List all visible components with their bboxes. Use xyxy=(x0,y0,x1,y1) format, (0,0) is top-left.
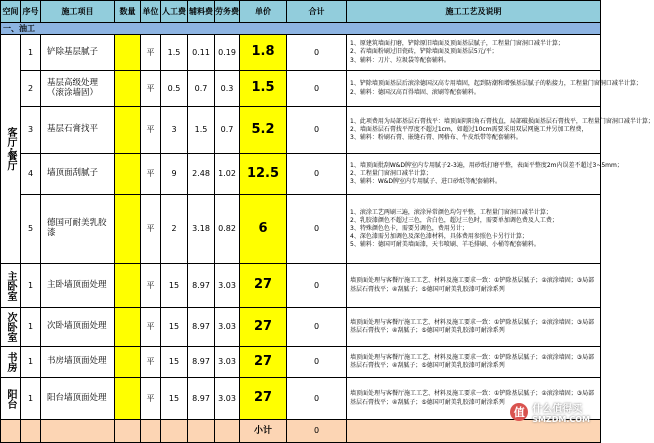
cell-price: 12.5 xyxy=(240,154,287,195)
cell-price: 1.5 xyxy=(240,71,287,107)
header-space: 空间 xyxy=(1,1,21,23)
cell-total: 0 xyxy=(287,154,347,195)
cell-price: 1.8 xyxy=(240,35,287,71)
desc-line: 1、原建筑墙面打磨，铲除原旧墙面及顶面基层腻子，工程量门窗洞口减半计算； xyxy=(350,40,564,48)
desc-line: 3、辅料：W&D牌室内专用腻子、进口砂纸等配套辅料。 xyxy=(350,178,502,186)
cell-no: 1 xyxy=(21,308,41,347)
watermark xyxy=(510,400,590,424)
cell-desc xyxy=(347,347,601,378)
foot-empty xyxy=(1,420,21,443)
subtotal-value: 0 xyxy=(287,420,347,443)
watermark-title: 什么值得买 xyxy=(532,404,583,415)
desc-line: 墙顶面处理与客餐厅施工工艺、材料及施工要求一致：①铲除基层腻子；②滚涂墙固；③局部基层石膏找平；④刮腻子；⑤德国可耐美乳胶漆可耐涂系列 xyxy=(350,277,595,293)
cell-total: 0 xyxy=(287,107,347,154)
watermark-text xyxy=(532,400,590,424)
cell-desc xyxy=(347,107,654,154)
cell-unit: 平 xyxy=(141,154,161,195)
desc-line: 4、深色漆需另加调色及深色漆材料，具体费用参照色卡另行计算； xyxy=(350,233,528,241)
header-unit: 单位 xyxy=(141,1,161,23)
cell-unit: 平 xyxy=(141,195,161,264)
cell-service: 1.02 xyxy=(215,154,240,195)
cell-price: 27 xyxy=(240,264,287,308)
cell-material: 0.11 xyxy=(188,35,215,71)
cell-item: 基层高级处理（滚涂墙固） xyxy=(41,71,115,107)
foot-empty xyxy=(188,420,215,443)
desc-line: 2、乳胶漆颜色不超过三色，含白色，超过三色时，需要单加调色费及人工费； xyxy=(350,216,558,224)
header-row xyxy=(1,1,601,23)
cell-price: 27 xyxy=(240,378,287,420)
cell-total: 0 xyxy=(287,378,347,420)
cell-qty[interactable] xyxy=(115,154,141,195)
cell-unit: 平 xyxy=(141,308,161,347)
cell-total: 0 xyxy=(287,71,347,107)
section-title: 一、油工 xyxy=(1,23,601,35)
cell-no: 1 xyxy=(21,347,41,378)
cell-labor: 9 xyxy=(161,154,188,195)
cell-service: 0.3 xyxy=(215,71,240,107)
header-total: 合计 xyxy=(287,1,347,23)
cell-no: 1 xyxy=(21,35,41,71)
header-price: 单价 xyxy=(240,1,287,23)
desc-line: 1、铲除墙顶面基层后滚涂德国汉高专用墙固，起到防潮和增强基层腻子的粘接力，工程量门窗洞口减半计算； xyxy=(350,80,642,88)
foot-empty xyxy=(115,420,141,443)
header-qty: 数量 xyxy=(115,1,141,23)
cell-labor: 1.5 xyxy=(161,35,188,71)
cell-service: 3.03 xyxy=(215,378,240,420)
room-balcony: 阳台 xyxy=(1,378,21,420)
cell-price: 6 xyxy=(240,195,287,264)
cell-qty[interactable] xyxy=(115,195,141,264)
cell-service: 0.82 xyxy=(215,195,240,264)
cell-qty[interactable] xyxy=(115,107,141,154)
cell-material: 1.5 xyxy=(188,107,215,154)
cell-labor: 15 xyxy=(161,308,188,347)
desc-line: 墙顶面处理与客餐厅施工工艺、材料及施工要求一致：①铲除基层腻子；②滚涂墙固；③局部基层石膏找平；④刮腻子；⑤德国可耐美乳胶漆可耐涂系列 xyxy=(350,318,595,334)
cell-material: 3.18 xyxy=(188,195,215,264)
table-row xyxy=(1,107,601,154)
cell-unit: 平 xyxy=(141,71,161,107)
section-row xyxy=(1,23,601,35)
room-study: 书房 xyxy=(1,347,21,378)
cell-material: 2.48 xyxy=(188,154,215,195)
desc-line: 1、此项费用为局部基层石膏找平：墙顶面阴阳角石膏找直，局部破损面基层石膏找平，工程量门窗洞口减半计算； xyxy=(350,117,654,125)
cell-material: 8.97 xyxy=(188,308,215,347)
desc-line: 2、若墙面粉刷过旧瓷砖，铲除墙面及顶面基层5元/平； xyxy=(350,48,498,56)
desc-line: 2、墙面基层石膏找平厚度不超过1cm，如超过10cm需要采用双层网施工并另加工程费， xyxy=(350,125,588,133)
cell-item: 德国可耐美乳胶漆 xyxy=(41,195,115,264)
watermark-logo-icon: 值 xyxy=(510,403,528,421)
cell-total: 0 xyxy=(287,308,347,347)
cell-labor: 2 xyxy=(161,195,188,264)
cell-qty[interactable] xyxy=(115,264,141,308)
cell-price: 5.2 xyxy=(240,107,287,154)
cell-unit: 平 xyxy=(141,107,161,154)
foot-empty xyxy=(41,420,115,443)
header-desc: 施工工艺及说明 xyxy=(347,1,601,23)
desc-line: 5、辅料：德国可耐美墙面漆，天韦喷刷、羊毛排刷、小桶等配套辅料。 xyxy=(350,241,540,249)
watermark-sub: SMZDM.COM xyxy=(532,415,590,424)
table-row xyxy=(1,195,601,264)
cell-unit: 平 xyxy=(141,378,161,420)
cell-unit: 平 xyxy=(141,347,161,378)
cell-no: 1 xyxy=(21,264,41,308)
cell-total: 0 xyxy=(287,35,347,71)
desc-line: 1、滚涂工艺两刷三遍，滚涂异常颜色均匀平整，工程量门窗洞口减半计算； xyxy=(350,208,552,216)
cell-labor: 3 xyxy=(161,107,188,154)
foot-empty xyxy=(161,420,188,443)
table-row xyxy=(1,71,601,107)
cell-material: 8.97 xyxy=(188,378,215,420)
cell-labor: 15 xyxy=(161,347,188,378)
cell-desc xyxy=(347,35,601,71)
cell-item: 书房墙顶面处理 xyxy=(41,347,115,378)
desc-line: 墙顶面处理与客餐厅施工工艺、材料及施工要求一致：①铲除基层腻子；②滚涂墙固；③局部基层石膏找平；④刮腻子；⑤德国可耐美乳胶漆可耐涂系列 xyxy=(350,353,595,369)
table-row xyxy=(1,35,601,71)
cell-labor: 15 xyxy=(161,264,188,308)
cell-no: 5 xyxy=(21,195,41,264)
header-service: 劳务费 xyxy=(215,1,240,23)
table-row xyxy=(1,154,601,195)
cell-total: 0 xyxy=(287,347,347,378)
cell-desc xyxy=(347,308,601,347)
desc-line: 1、墙顶面批刮W&D牌室内专用腻子2-3遍，用砂纸打磨平整，表面平整度2m内误差不超过3~5mm； xyxy=(350,161,623,169)
cell-desc xyxy=(347,154,623,195)
foot-empty xyxy=(141,420,161,443)
cell-service: 3.03 xyxy=(215,264,240,308)
cell-qty[interactable] xyxy=(115,308,141,347)
cell-item: 基层石膏找平 xyxy=(41,107,115,154)
cell-total: 0 xyxy=(287,195,347,264)
header-item: 施工项目 xyxy=(41,1,115,23)
cell-unit: 平 xyxy=(141,264,161,308)
cell-price: 27 xyxy=(240,347,287,378)
desc-line: 墙顶面处理与客餐厅施工工艺、材料及施工要求一致：①铲除基层腻子；②滚涂墙固；③局部基层石膏找平；④刮腻子；⑤德国可耐美乳胶漆可耐涂系列 xyxy=(350,390,595,406)
cell-service: 0.7 xyxy=(215,107,240,154)
header-no: 序号 xyxy=(21,1,41,23)
cell-item: 主卧墙顶面处理 xyxy=(41,264,115,308)
cell-no: 1 xyxy=(21,378,41,420)
cell-qty[interactable] xyxy=(115,71,141,107)
header-material: 辅料费 xyxy=(188,1,215,23)
foot-empty xyxy=(215,420,240,443)
cell-item: 墙顶面刮腻子 xyxy=(41,154,115,195)
cell-desc xyxy=(347,264,601,308)
table-row xyxy=(1,347,601,378)
desc-line: 3、辅料：刀片、垃圾袋等配套辅料。 xyxy=(350,56,450,64)
cell-item: 阳台墙顶面处理 xyxy=(41,378,115,420)
cell-desc xyxy=(347,195,601,264)
foot-empty xyxy=(21,420,41,443)
cell-qty[interactable] xyxy=(115,378,141,420)
cell-material: 0.7 xyxy=(188,71,215,107)
cell-material: 8.97 xyxy=(188,264,215,308)
table-row xyxy=(1,308,601,347)
desc-line: 2、工程量门窗洞口减半计算； xyxy=(350,169,432,177)
cell-item: 铲除基层腻子 xyxy=(41,35,115,71)
subtotal-label: 小计 xyxy=(240,420,287,443)
cell-qty[interactable] xyxy=(115,347,141,378)
cell-no: 3 xyxy=(21,107,41,154)
cell-material: 8.97 xyxy=(188,347,215,378)
header-labor: 人工费 xyxy=(161,1,188,23)
cell-desc xyxy=(347,71,642,107)
desc-line: 3、辅料：粉刷石膏、嵌缝石膏、网格布、牛皮纸带等配套辅料。 xyxy=(350,134,522,142)
cell-service: 3.03 xyxy=(215,347,240,378)
cell-no: 4 xyxy=(21,154,41,195)
room-second: 次卧室 xyxy=(1,308,21,347)
desc-line: 2、辅料：德国汉高百得墙固、滚刷等配套辅料。 xyxy=(350,88,480,96)
cell-qty[interactable] xyxy=(115,35,141,71)
cell-no: 2 xyxy=(21,71,41,107)
cell-price: 27 xyxy=(240,308,287,347)
cell-service: 0.19 xyxy=(215,35,240,71)
cell-labor: 0.5 xyxy=(161,71,188,107)
cell-labor: 15 xyxy=(161,378,188,420)
table-row xyxy=(1,264,601,308)
cell-item: 次卧墙顶面处理 xyxy=(41,308,115,347)
room-master: 主卧室 xyxy=(1,264,21,308)
cell-service: 3.03 xyxy=(215,308,240,347)
desc-line: 3、特殊颜色色卡，需要另调色，费用另计； xyxy=(350,224,468,232)
room-living: 客厅·餐厅 xyxy=(1,35,21,264)
cell-unit: 平 xyxy=(141,35,161,71)
cell-total: 0 xyxy=(287,264,347,308)
